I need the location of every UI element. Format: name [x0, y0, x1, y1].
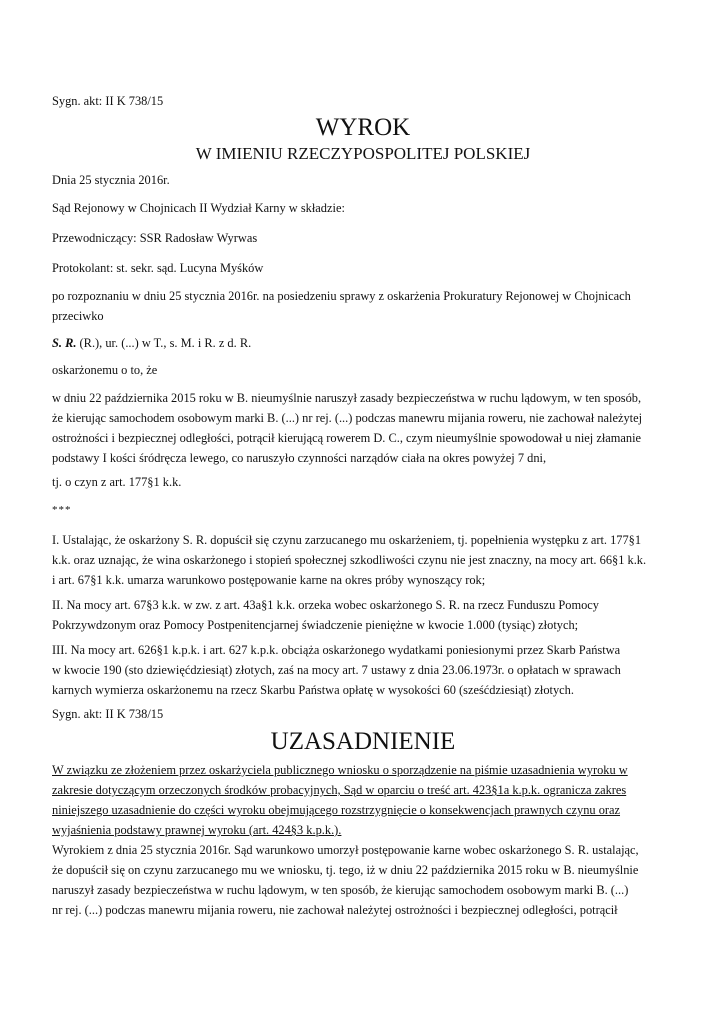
scope-line: W związku ze złożeniem przez oskarżyciela publicznego wniosku o sporządzenie na piśmie uzasadnienia wyroku w — [52, 763, 628, 777]
hearing-line: po rozpoznaniu w dniu 25 stycznia 2016r. na posiedzeniu sprawy z oskarżenia Prokuratury Rejonowej w Chojnicach — [52, 289, 631, 303]
body-line: nr rej. (...) podczas manewru mijania roweru, nie zachował należytej ostrożności i bezpiecznej odległości, potrącił — [52, 903, 618, 917]
justification-scope — [52, 760, 674, 840]
justification-case-reference: Sygn. akt: II K 738/15 — [52, 707, 164, 721]
body-line: że dopuścił się on czynu zarzucanego mu we wniosku, tj. tego, iż w dniu 22 października 2015 roku w B. nieumyślnie — [52, 863, 639, 877]
body-line: naruszył zasady bezpieczeństwa w ruchu lądowym, w ten sposób, że kierując samochodem osobowym marki B. (...) — [52, 883, 629, 897]
justification-title: UZASADNIENIE — [270, 728, 456, 755]
verdict-line: i art. 67§1 k.k. umarza warunkowo postępowanie karne na okres próby wynoszący rok; — [52, 573, 486, 587]
verdict-line: k.k. oraz uznając, że wina oskarżonego i stopień społecznej szkodliwości czynu nie jest znaczny, na mocy art. 66§1 k.k. — [52, 553, 647, 567]
verdict-subtitle: W IMIENIU RZECZYPOSPOLITEJ POLSKIEJ — [195, 144, 531, 163]
verdict-line: III. Na mocy art. 626§1 k.p.k. i art. 627 k.p.k. obciąża oskarżonego wydatkami poniesionymi przez Skarb Państwa — [52, 643, 621, 657]
charge-line: w dniu 22 października 2015 roku w B. nieumyślnie naruszył zasady bezpieczeństwa w ruchu lądowym, w ten sposób, — [52, 391, 642, 405]
verdict-line: II. Na mocy art. 67§3 k.k. w zw. z art. 43a§1 k.k. orzeka wobec oskarżonego S. R. na rzecz Funduszu Pomocy — [52, 598, 599, 612]
scope-line: niniejszego uzasadnienie do części wyroku obejmującego rozstrzygnięcie o konsekwencjach prawnych czynu oraz — [52, 803, 621, 817]
charge-line: ostrożności i bezpiecznej odległości, potrącił kierującą rowerem D. C., czym nieumyślnie spowodował u niej złamanie — [52, 431, 642, 445]
charge-paragraph — [52, 388, 674, 468]
hearing-line: przeciwko — [52, 309, 104, 323]
verdict-line: Pokrzywdzonym oraz Pomocy Postpenitencjarnej świadczenie pieniężne w kwocie 1.000 (tysiąc) złotych; — [52, 618, 579, 632]
justification-body — [52, 840, 674, 920]
verdict-date: Dnia 25 stycznia 2016r. — [52, 173, 170, 187]
verdict-line: w kwocie 190 (sto dziewięćdziesiąt) złotych, zaś na mocy art. 7 ustawy z dnia 23.06.1973r. o opłatach w sprawach — [52, 663, 621, 677]
verdict-title: WYROK — [315, 114, 411, 141]
verdict-point-1 — [52, 530, 674, 590]
charge-line: że kierując samochodem osobowym marki B. (...) nr rej. (...) podczas manewru mijania roweru, nie zachował należytej — [52, 411, 643, 425]
verdict-point-3 — [52, 640, 674, 700]
scope-line: wyjaśnienia podstawy prawnej wyroku (art. 424§3 k.p.k.). — [52, 823, 342, 837]
court-composition: Sąd Rejonowy w Chojnicach II Wydział Karny w składzie: — [52, 201, 345, 215]
verdict-line: karnych wymierza oskarżonemu na rzecz Skarbu Państwa opłatę w wysokości 60 (sześćdziesiąt) złotych. — [52, 683, 574, 697]
section-separator: *** — [52, 504, 72, 516]
accused-line — [52, 333, 674, 353]
charge-article: tj. o czyn z art. 177§1 k.k. — [52, 475, 182, 489]
verdict-line: I. Ustalając, że oskarżony S. R. dopuścił się czynu zarzucanego mu oskarżeniem, tj. popełnienia występku z art. 177§1 — [52, 533, 642, 547]
charged-intro: oskarżonemu o to, że — [52, 363, 158, 377]
charge-line: podstawy I kości śródręcza lewego, co naruszyło czynności narządów ciała na okres powyżej 7 dni, — [52, 451, 547, 465]
accused-initials: S. R. — [52, 336, 77, 350]
presiding-judge: Przewodniczący: SSR Radosław Wyrwas — [52, 231, 258, 245]
body-line: Wyrokiem z dnia 25 stycznia 2016r. Sąd warunkowo umorzył postępowanie karne wobec oskarżonego S. R. ustalając, — [52, 843, 639, 857]
court-clerk: Protokolant: st. sekr. sąd. Lucyna Myśków — [52, 261, 264, 275]
scope-line: zakresie dotyczącym orzeczonych środków probacyjnych, Sąd w oparciu o treść art. 423§1a k.p.k. ogranicza zakres — [52, 783, 627, 797]
hearing-paragraph — [52, 286, 674, 326]
case-reference: Sygn. akt: II K 738/15 — [52, 94, 164, 108]
accused-details: (R.), ur. (...) w T., s. M. i R. z d. R. — [76, 336, 252, 350]
verdict-point-2 — [52, 595, 674, 635]
